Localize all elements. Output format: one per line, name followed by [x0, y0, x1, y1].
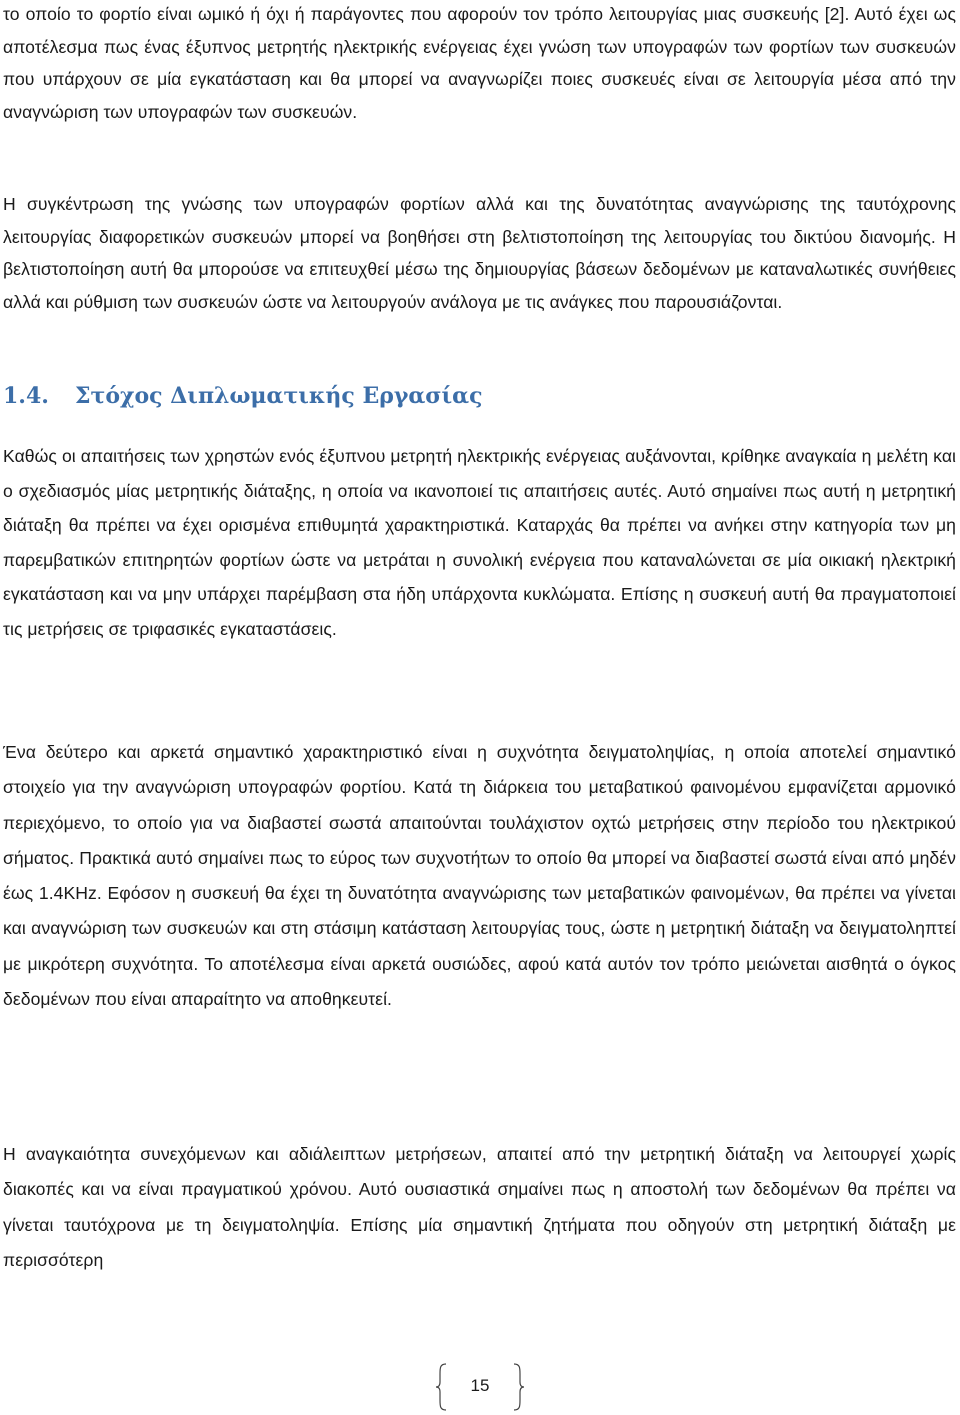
- paragraph-2: Η συγκέντρωση της γνώσης των υπογραφών φορτίων αλλά και της δυνατότητας αναγνώρισης της ταυτόχρονης λειτουργίας διαφορετικών συσκευών μπορεί να βοηθήσει στη βελτιστοποίηση της λειτουργίας του δικτύου διανομής. Η βελτιστοποίηση αυτή θα μπορούσε να επιτευχθεί μέσω της δημιουργίας βάσεων δεδομένων με καταναλωτικές συνήθειες αλλά και ρύθμιση των συσκευών ώστε να λειτουργούν ανάλογα με τις ανάγκες που παρουσιάζονται.: [3, 194, 956, 312]
- paragraph-3: Καθώς οι απαιτήσεις των χρηστών ενός έξυπνου μετρητή ηλεκτρικής ενέργειας αυξάνονται, κρίθηκε αναγκαία η μελέτη και ο σχεδιασμός μίας μετρητικής διάταξης, η οποία να ικανοποιεί τις απαιτήσεις αυτές. Αυτό σημαίνει πως αυτή η μετρητική διάταξη θα πρέπει να έχει ορισμένα επιθυμητά χαρακτηριστικά. Καταρχάς θα πρέπει να ανήκει στην κατηγορία των μη παρεμβατικών επιτηρητών φορτίων ώστε να μετράται η συνολική ενέργεια που καταναλώνεται σε μία οικιακή ηλεκτρική εγκατάσταση και να μην υπάρχει παρέμβαση στα ήδη υπάρχοντα κυκλώματα. Επίσης η συσκευή αυτή θα πραγματοποιεί τις μετρήσεις σε τριφασικές εγκαταστάσεις.: [3, 446, 956, 639]
- section-number: 1.4.: [3, 383, 49, 409]
- section-heading: [3, 378, 482, 414]
- paragraph-1: το οποίο το φορτίο είναι ωμικό ή όχι ή παράγοντες που αφορούν τον τρόπο λειτουργίας μιας συσκευής [2]. Αυτό έχει ως αποτέλεσμα πως ένας έξυπνος μετρητής ηλεκτρικής ενέργειας έχει γνώση των υπογραφών των φορτίων των συσκευών που υπάρχουν σε μία εγκατάσταση και θα μπορεί να αναγνωρίζει ποιες συσκευές είναι σε λειτουργία μέσα από την αναγνώριση των υπογραφών των συσκευών.: [3, 4, 956, 122]
- page-number: 15: [470, 1376, 490, 1395]
- paragraph-4: Ένα δεύτερο και αρκετά σημαντικό χαρακτηριστικό είναι η συχνότητα δειγματοληψίας, η οποία αποτελεί σημαντικό στοιχείο για την αναγνώριση υπογραφών φορτίου. Κατά τη διάρκεια του μεταβατικού φαινομένου εμφανίζεται αρμονικό περιεχόμενο, το οποίο για να διαβαστεί σωστά απαιτούνται τουλάχιστον οχτώ μετρήσεις στην περίοδο του ηλεκτρικού σήματος. Πρακτικά αυτό σημαίνει πως το εύρος των συχνοτήτων το οποίο θα μπορεί να διαβαστεί σωστά είναι από μηδέν έως 1.4KHz. Εφόσον η συσκευή θα έχει τη δυνατότητα αναγνώρισης των μεταβατικών φαινομένων, θα πρέπει να γίνεται και αναγνώριση των συσκευών και στη στάσιμη κατάσταση λειτουργίας τους, ώστε η μετρητική διάταξη να δειγματοληπτεί με μικρότερη συχνότητα. Το αποτέλεσμα είναι αρκετά ουσιώδες, αφού κατά αυτόν τον τρόπο μειώνεται αισθητά ο όγκος δεδομένων που είναι απαραίτητο να αποθηκευτεί.: [3, 742, 956, 1010]
- section-title: Στόχος Διπλωματικής Εργασίας: [75, 383, 483, 409]
- paragraph-5: Η αναγκαιότητα συνεχόμενων και αδιάλειπτων μετρήσεων, απαιτεί από την μετρητική διάταξη να λειτουργεί χωρίς διακοπές και να είναι πραγματικού χρόνου. Αυτό ουσιαστικά σημαίνει πως η αποστολή των δεδομένων θα πρέπει να γίνεται ταυτόχρονα με τη δειγματοληψία. Επίσης μία σημαντική ζητήματα που οδηγούν στη μετρητική διάταξη με περισσότερη: [3, 1144, 956, 1270]
- page-footer: [436, 1362, 524, 1412]
